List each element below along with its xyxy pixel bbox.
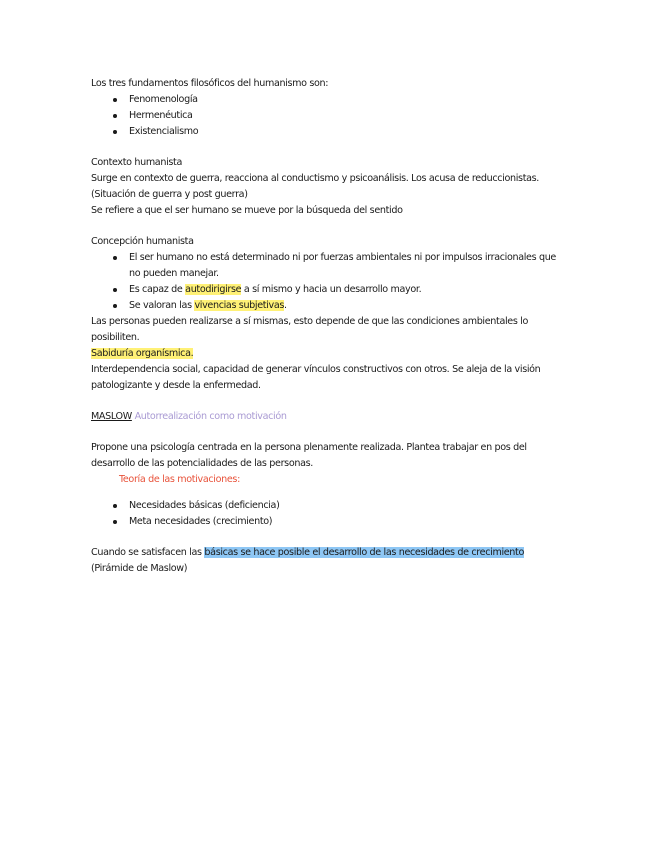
highlight-sabiduria: Sabiduría organísmica. [91,348,194,359]
bullet-icon [113,256,117,260]
sabiduria-line [91,346,561,362]
fundamentos-list [91,92,561,140]
document-page [91,76,561,577]
list-item: Necesidades básicas (deficiencia) [91,498,561,514]
piramide-line: (Pirámide de Maslow) [91,563,188,574]
concepcion-para-2: Interdependencia social, capacidad de generar vínculos constructivos con otros. Se aleja de la visión patologizante y desde la enfermedad. [91,364,541,391]
highlight-autodirigirse: autodirigirse [185,284,242,295]
list-item: Existencialismo [91,124,561,140]
maslow-name: MASLOW [91,411,132,422]
list-item: Es capaz de autodirigirse a sí mismo y hacia un desarrollo mayor. [91,282,561,298]
maslow-subtitle: Autorrealización como motivación [134,411,287,422]
bullet-icon [113,304,117,308]
bullet-icon [113,98,117,102]
list-item: El ser humano no está determinado ni por fuerzas ambientales ni por impulsos irracionales que no pueden manejar. [91,250,561,282]
contexto-line-3: Se refiere a que el ser humano se mueve por la búsqueda del sentido [91,205,403,216]
motivaciones-list [91,498,561,530]
bullet-icon [113,504,117,508]
concepcion-para-1: Las personas pueden realizarse a sí mismas, esto depende de que las condiciones ambientales lo posibiliten. [91,316,529,343]
final-line: Cuando se satisfacen las básicas se hace posible el desarrollo de las necesidades de crecimiento [91,547,524,558]
bullet-icon [113,520,117,524]
highlight-vivencias: vivencias subjetivas [194,300,285,311]
list-item: Se valoran las vivencias subjetivas. [91,298,561,314]
bullet-icon [113,288,117,292]
concepcion-heading: Concepción humanista [91,236,194,247]
contexto-heading: Contexto humanista [91,157,182,168]
bullet-icon [113,130,117,134]
maslow-para: Propone una psicología centrada en la persona plenamente realizada. Plantea trabajar en pos del desarrollo de las potencialidades de las personas. [91,442,527,469]
contexto-line-2: (Situación de guerra y post guerra) [91,189,248,200]
concepcion-list [91,250,561,314]
contexto-line-1: Surge en contexto de guerra, reacciona al conductismo y psicoanálisis. Los acusa de reduccionistas. [91,173,539,184]
bullet-icon [113,114,117,118]
highlight-crecimiento: básicas se hace posible el desarrollo de las necesidades de crecimiento [204,547,524,558]
intro-heading: Los tres fundamentos filosóficos del humanismo son: [91,78,329,89]
maslow-heading [91,409,561,425]
list-item: Meta necesidades (crecimiento) [91,514,561,530]
theory-heading: Teoría de las motivaciones: [119,474,240,485]
list-item: Hermenéutica [91,108,561,124]
list-item: Fenomenología [91,92,561,108]
